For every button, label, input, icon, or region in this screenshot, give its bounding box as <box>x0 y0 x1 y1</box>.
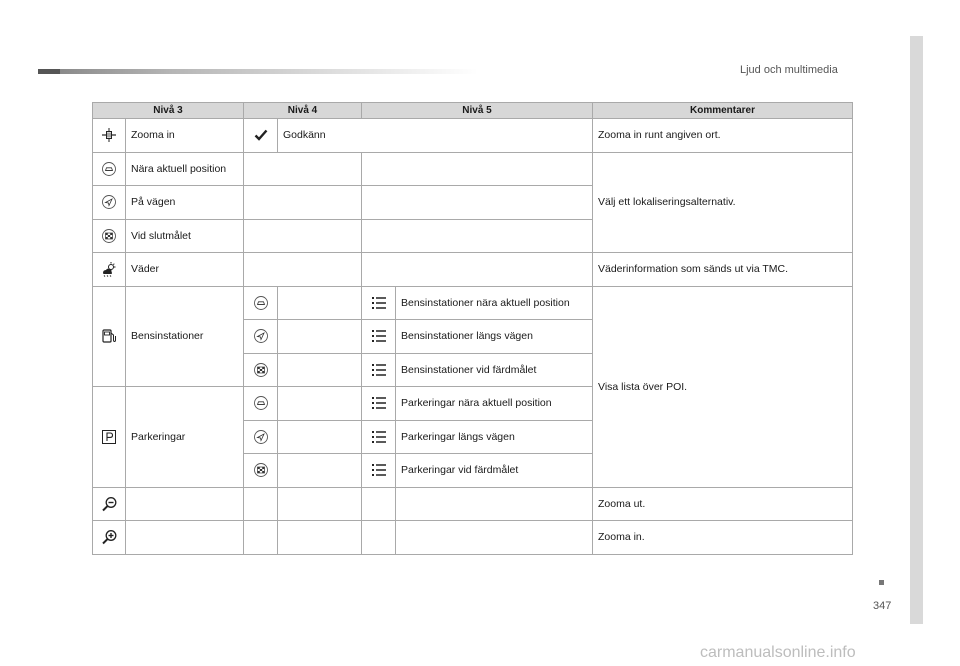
section-title: Ljud och multimedia <box>740 64 838 76</box>
fuel-near-label: Bensinstationer nära aktuell position <box>396 286 593 320</box>
zoom-out-comment: Zooma ut. <box>593 487 853 521</box>
weather-icon <box>101 261 117 277</box>
fuel-route-label: Bensinstationer längs vägen <box>396 320 593 354</box>
list-icon <box>371 395 387 411</box>
on-route-icon <box>253 328 269 344</box>
parking-route-label: Parkeringar längs vägen <box>396 420 593 454</box>
col-header-comments: Kommentarer <box>593 103 853 119</box>
col-header-level5: Nivå 5 <box>362 103 593 119</box>
zoom-in-label: Zooma in <box>126 119 244 153</box>
table-row <box>93 119 853 153</box>
near-position-icon <box>101 161 117 177</box>
list-icon <box>371 429 387 445</box>
destination-label: Vid slutmålet <box>126 219 244 253</box>
destination-icon <box>253 462 269 478</box>
fuel-dest-label: Bensinstationer vid färdmålet <box>396 353 593 387</box>
destination-icon <box>101 228 117 244</box>
on-route-icon <box>101 194 117 210</box>
zoom-in-comment: Zooma in runt angiven ort. <box>593 119 853 153</box>
parking-icon <box>101 429 117 445</box>
table-row <box>93 152 853 186</box>
near-position-label: Nära aktuell position <box>126 152 244 186</box>
right-edge-strip <box>910 36 923 624</box>
parking-label: Parkeringar <box>126 387 244 488</box>
page-marker <box>879 580 884 585</box>
fuel-pump-icon <box>101 328 117 344</box>
header-decor-bar <box>38 69 478 74</box>
parking-dest-label: Parkeringar vid färdmålet <box>396 454 593 488</box>
list-icon <box>371 362 387 378</box>
on-route-label: På vägen <box>126 186 244 220</box>
location-comment: Välj ett lokaliseringsalternativ. <box>593 152 853 253</box>
list-icon <box>371 295 387 311</box>
table-row <box>93 286 853 320</box>
near-position-icon <box>253 295 269 311</box>
col-header-level4: Nivå 4 <box>244 103 362 119</box>
on-route-icon <box>253 429 269 445</box>
table-row <box>93 253 853 287</box>
table-row <box>93 487 853 521</box>
zoom-in-icon <box>101 529 117 545</box>
poi-comment: Visa lista över POI. <box>593 286 853 487</box>
table-row <box>93 521 853 555</box>
page-number: 347 <box>873 600 892 612</box>
check-icon <box>253 127 269 143</box>
zoom-out-icon <box>101 496 117 512</box>
table-header-row <box>93 103 853 119</box>
parking-near-label: Parkeringar nära aktuell position <box>396 387 593 421</box>
weather-comment: Väderinformation som sänds ut via TMC. <box>593 253 853 287</box>
zoom-in2-comment: Zooma in. <box>593 521 853 555</box>
weather-label: Väder <box>126 253 244 287</box>
destination-icon <box>253 362 269 378</box>
near-position-icon <box>253 395 269 411</box>
fuel-label: Bensinstationer <box>126 286 244 387</box>
approve-label: Godkänn <box>278 119 593 153</box>
list-icon <box>371 328 387 344</box>
list-icon <box>371 462 387 478</box>
watermark: carmanualsonline.info <box>700 644 856 661</box>
menu-table <box>92 102 853 555</box>
zoom-slider-icon <box>101 127 117 143</box>
col-header-level3: Nivå 3 <box>93 103 244 119</box>
